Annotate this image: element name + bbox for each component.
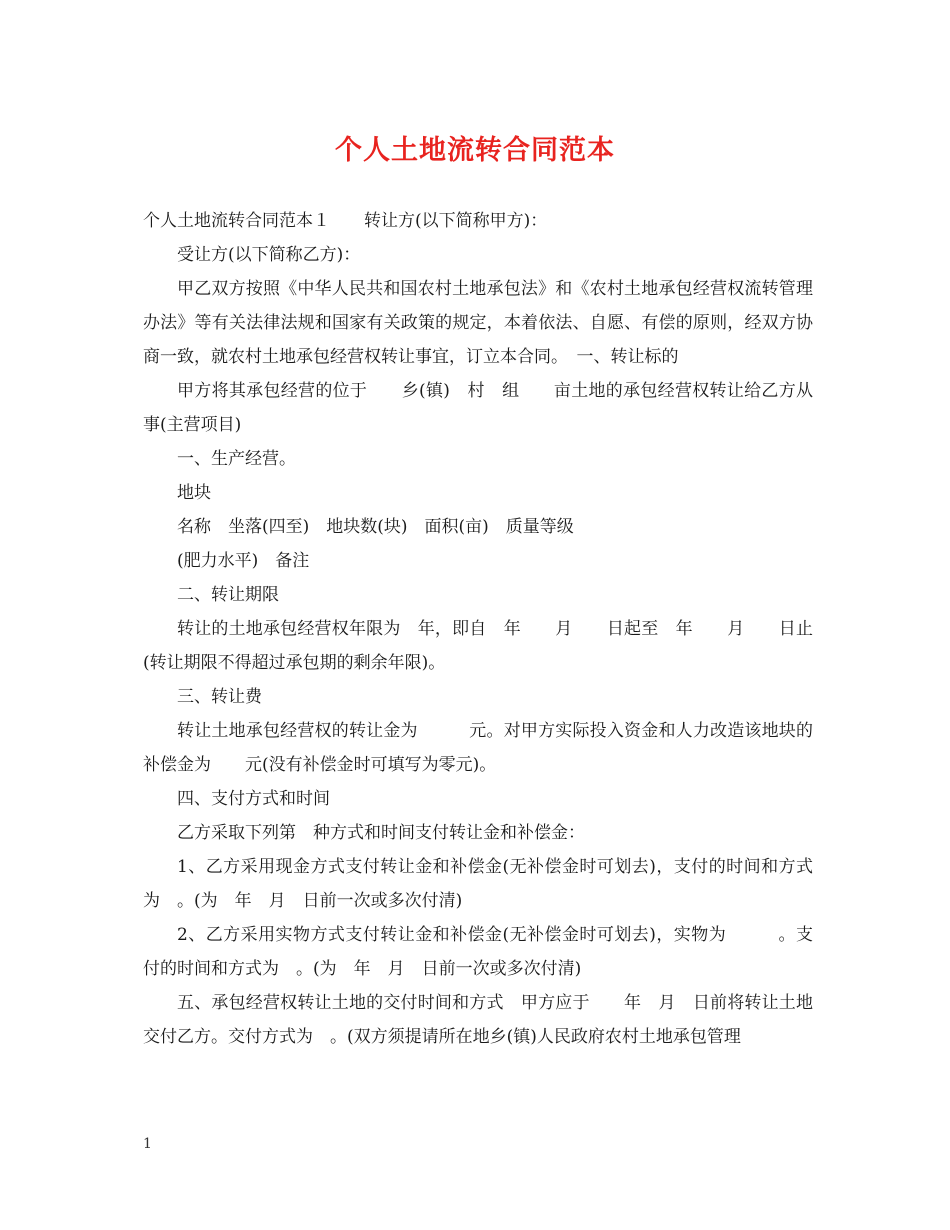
document-title: 个人土地流转合同范本 [335, 135, 615, 166]
paragraph: 乙方采取下列第 种方式和时间支付转让金和补偿金： [177, 823, 585, 843]
page-number: 1 [143, 1136, 152, 1152]
paragraph: 四、支付方式和时间 [177, 789, 330, 809]
paragraph: (肥力水平) 备注 [177, 551, 310, 571]
paragraph: 甲乙双方按照《中华人民共和国农村土地承包法》和《农村土地承包经营权流转管理办法》等有关法律法规和国家有关政策的规定，本着依法、自愿、有偿的原则，经双方协商一致，就农村土地承包经营权转让事宜，订立本合同。 一、转让标的 [143, 279, 813, 367]
paragraph: 转让土地承包经营权的转让金为 元。对甲方实际投入资金和人力改造该地块的补偿金为 元(没有补偿金时可填写为零元)。 [143, 721, 813, 775]
paragraph: 五、承包经营权转让土地的交付时间和方式 甲方应于 年 月 日前将转让土地交付乙方。交付方式为 。(双方须提请所在地乡(镇)人民政府农村土地承包管理 [143, 993, 813, 1047]
paragraph: 甲方将其承包经营的位于 乡(镇) 村 组 亩土地的承包经营权转让给乙方从事(主营项目) [143, 381, 813, 435]
paragraph: 名称 坐落(四至) 地块数(块) 面积(亩) 质量等级 [177, 517, 574, 537]
paragraph: 二、转让期限 [177, 585, 279, 605]
paragraph: 地块 [177, 483, 211, 503]
document-body [143, 204, 830, 1054]
paragraph: 受让方(以下简称乙方)： [177, 245, 361, 265]
paragraph: 个人土地流转合同范本１ 转让方(以下简称甲方)： [143, 211, 548, 231]
paragraph: 1、乙方采用现金方式支付转让金和补偿金(无补偿金时可划去)，支付的时间和方式为 。(为 年 月 日前一次或多次付清) [143, 857, 813, 911]
paragraph: 2、乙方采用实物方式支付转让金和补偿金(无补偿金时可划去)，实物为 。支付的时间和方式为 。(为 年 月 日前一次或多次付清) [143, 925, 813, 979]
paragraph: 一、生产经营。 [177, 449, 296, 469]
paragraph: 三、转让费 [177, 687, 262, 707]
paragraph: 转让的土地承包经营权年限为 年，即自 年 月 日起至 年 月 日止 (转让期限不得超过承包期的剩余年限)。 [143, 619, 830, 673]
